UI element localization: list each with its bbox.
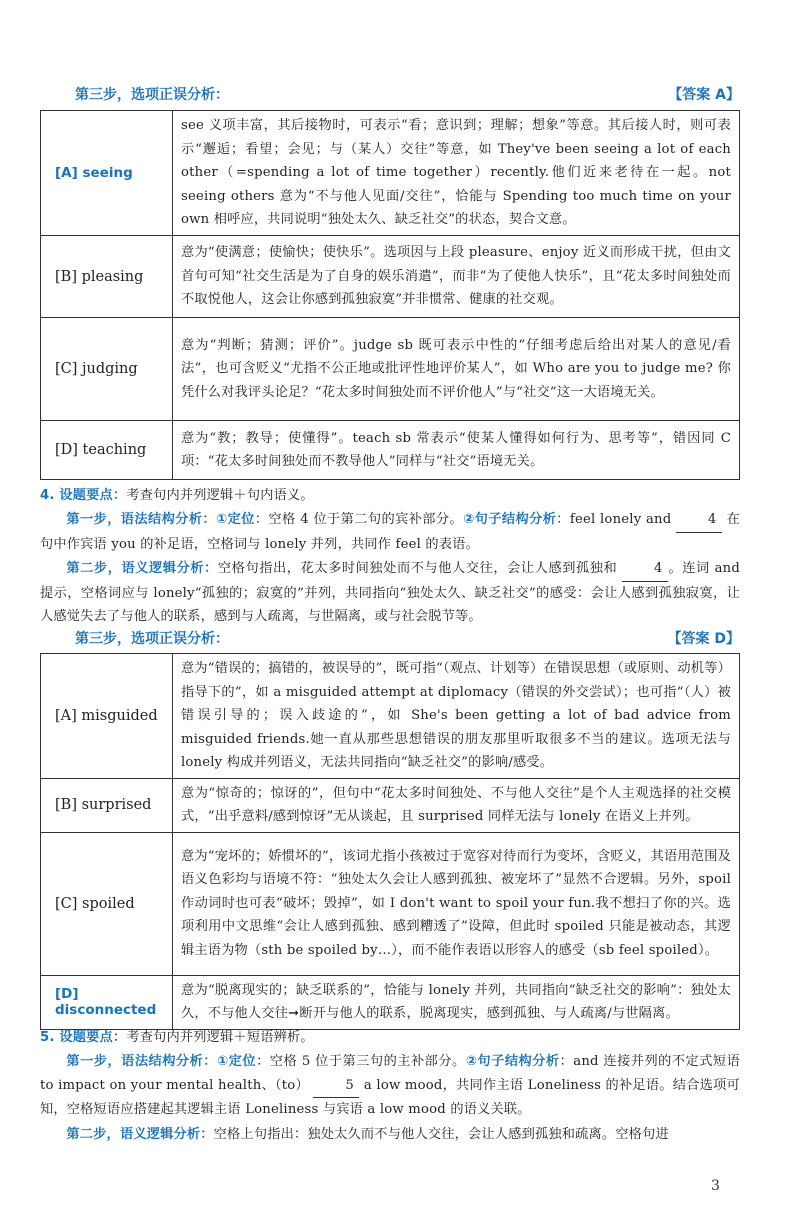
q5-step1 [40, 1050, 740, 1122]
q4-option-a-row [41, 654, 740, 779]
q3-option-b-row [41, 236, 740, 318]
q5-step1-head: 第一步，语法结构分析： [66, 1054, 218, 1069]
q4-step2 [40, 557, 740, 629]
q5-step1-text-b: ：and 连接并列的不定式短语 to impact on your mental health、（to） [40, 1054, 740, 1093]
q4-answer: 【答案 D】 [667, 631, 740, 647]
q5-step1-text-c: a low mood，共同作主语 Loneliness 的补足语。结合选项可知，空格短语应搭建起其逻辑主语 Loneliness 与宾语 a low mood 的语义关联。 [40, 1077, 740, 1117]
q4-title-num: 4. 设题要点： [40, 488, 127, 503]
q4-step2-head: 第二步，语义逻辑分析： [66, 561, 218, 576]
q4-step1-locate: ①定位 [216, 512, 255, 527]
q3-option-a-text: see 义项丰富，其后接物时，可表示“看；意识到；理解；想象”等意。其后接人时，则可表示“邂逅；看望；会见；与（某人）交往”等意，如 They've been seeing a lot of each other（=spending a lot of time together）recently.他们近来老待在一起。not seeing others 意为“不与他人见面/交往”，恰能与 Spending too much time on your own 相呼应，共同说明“独处太久、缺乏社交”的状态，契合文意。 [173, 111, 740, 236]
q3-option-d-text: 意为“教；教导；使懂得”。teach sb 常表示“使某人懂得如何行为、思考等”，错因同 C 项：“花太多时间独处而不教导他人”同样与“社交”语境无关。 [173, 421, 740, 480]
q3-option-b-label: [B] pleasing [41, 236, 173, 318]
q4-option-d-text: 意为“脱离现实的；缺乏联系的”，恰能与 lonely 并列，共同指向“缺乏社交的影响”：独处太久，不与他人交往➞断开与他人的联系，脱离现实，感到孤独、与人疏离/与世隔离。 [173, 975, 740, 1029]
q4-step1 [40, 508, 740, 556]
q4-step1-text-a: ：空格 4 位于第二句的宾补部分。 [254, 512, 464, 527]
q5-title-num: 5. 设题要点： [40, 1030, 127, 1045]
q4-step1-struct: ②句子结构分析 [463, 512, 557, 527]
q4-option-a-label: [A] misguided [41, 654, 173, 779]
q5-step2-text-a: 空格上句指出：独处太久而不与他人交往，会让人感到孤独和疏离。空格句进 [213, 1127, 669, 1142]
q3-step3-header [75, 84, 740, 106]
q4-option-c-text: 意为“宠坏的；娇惯坏的”，该词尤指小孩被过于宽容对待而行为变坏，含贬义，其语用范围及语义色彩均与语境不符：“独处太久会让人感到孤独、被宠坏了”显然不合逻辑。另外，spoil 作动词时也可表“破坏；毁掉”，如 I don't want to spoil your fun.我不想扫了你的兴。选项利用中文思维“会让人感到孤独、感到糟透了”设障，但此时 spoiled 只能是被动态，其逻辑主语为物（sth be spoiled by…），而不能作表语以形容人的感受（sb feel spoiled）。 [173, 832, 740, 975]
q5-step1-text-a: ：空格 5 位于第三句的主补部分。 [256, 1054, 466, 1069]
q5-step2 [40, 1123, 740, 1147]
q4-step1-head: 第一步，语法结构分析： [66, 512, 217, 527]
q4-heading [40, 484, 740, 508]
q5-title-rest: 考查句内并列逻辑＋短语辨析。 [126, 1030, 314, 1045]
q3-option-a-label: [A] seeing [41, 111, 173, 236]
q4-option-b-row [41, 778, 740, 832]
q4-option-a-text: 意为“错误的；搞错的，被误导的”，既可指“（观点、计划等）在错误思想（或原则、动机等）指导下的”，如 a misguided attempt at diplomacy（错误的外交尝试）；也可指“（人）被错误引导的；误入歧途的”，如 She's been getting a lot of bad advice from misguided friends.她一直从那些思想错误的朋友那里听取很多不当的建议。选项无法与 lonely 构成并列语义，无法共同指向“缺乏社交”的影响/感受。 [173, 654, 740, 779]
q3-option-d-row [41, 421, 740, 480]
q4-option-b-label: [B] surprised [41, 778, 173, 832]
q4-step2-text-a: 空格句指出，花太多时间独处而不与他人交往，会让人感到孤独和 [217, 561, 618, 576]
q3-answer: 【答案 A】 [668, 87, 740, 103]
q4-title-rest: 考查句内并列逻辑＋句内语义。 [126, 488, 314, 503]
q5-step1-struct: ②句子结构分析 [465, 1054, 560, 1069]
page-number: 3 [711, 1178, 720, 1194]
q4-blank: 4 [676, 508, 722, 533]
q3-option-c-text: 意为“判断；猜测；评价”。judge sb 既可表示中性的“仔细考虑后给出对某人的意见/看法”，也可含贬义“尤指不公正地或批评性地评价某人”，如 Who are you to judge me? 你凭什么对我评头论足？“花太多时间独处而不评价他人”与“社交”这一大语境无关。 [173, 318, 740, 421]
q4-step3-header [75, 628, 740, 650]
q3-option-a-row [41, 111, 740, 236]
q3-option-c-label: [C] judging [41, 318, 173, 421]
q4-option-d-label: [D] disconnected [41, 975, 173, 1029]
q3-option-b-text: 意为“使满意；使愉快；使快乐”。选项因与上段 pleasure、enjoy 近义而形成干扰，但由文首句可知“社交生活是为了自身的娱乐消遣”，而非“为了使他人快乐”，且“花太多时间独处而不取悦他人，这会让你感到孤独寂寞”并非惯常、健康的社交观。 [173, 236, 740, 318]
q4-step1-text-b: ：feel lonely and [556, 512, 672, 527]
q4-step2-blank: 4 [622, 557, 668, 582]
q4-option-c-label: [C] spoiled [41, 832, 173, 975]
q5-heading [40, 1026, 740, 1050]
q3-options-table [40, 110, 740, 480]
q5-step1-locate: ①定位 [217, 1054, 257, 1069]
q3-option-d-label: [D] teaching [41, 421, 173, 480]
q4-step3-title: 第三步，选项正误分析： [75, 631, 229, 647]
q3-option-c-row [41, 318, 740, 421]
q3-step3-title: 第三步，选项正误分析： [75, 87, 229, 103]
q4-option-d-row [41, 975, 740, 1029]
q4-option-b-text: 意为“惊奇的；惊讶的”，但句中“花太多时间独处、不与他人交往”是个人主观选择的社交模式，“出乎意料/感到惊讶”无从谈起，且 surprised 同样无法与 lonely 在语义上并列。 [173, 778, 740, 832]
q4-step2-text-b: 。连词 and 提示，空格词应与 lonely“孤独的；寂寞的”并列，共同指向“独处太久、缺乏社交”的感受：会让人感到孤独寂寞，让人感觉失去了与他人的联系，感到与人疏离，与世隔离，或与社会脱节等。 [40, 561, 740, 624]
q5-blank: 5 [313, 1074, 359, 1099]
q4-option-c-row [41, 832, 740, 975]
q4-step1-text-c: 在句中作宾语 you 的补足语，空格词与 lonely 并列，共同作 feel 的表语。 [40, 512, 740, 552]
q4-options-table [40, 653, 740, 1030]
q5-step2-head: 第二步，语义逻辑分析： [66, 1127, 214, 1142]
